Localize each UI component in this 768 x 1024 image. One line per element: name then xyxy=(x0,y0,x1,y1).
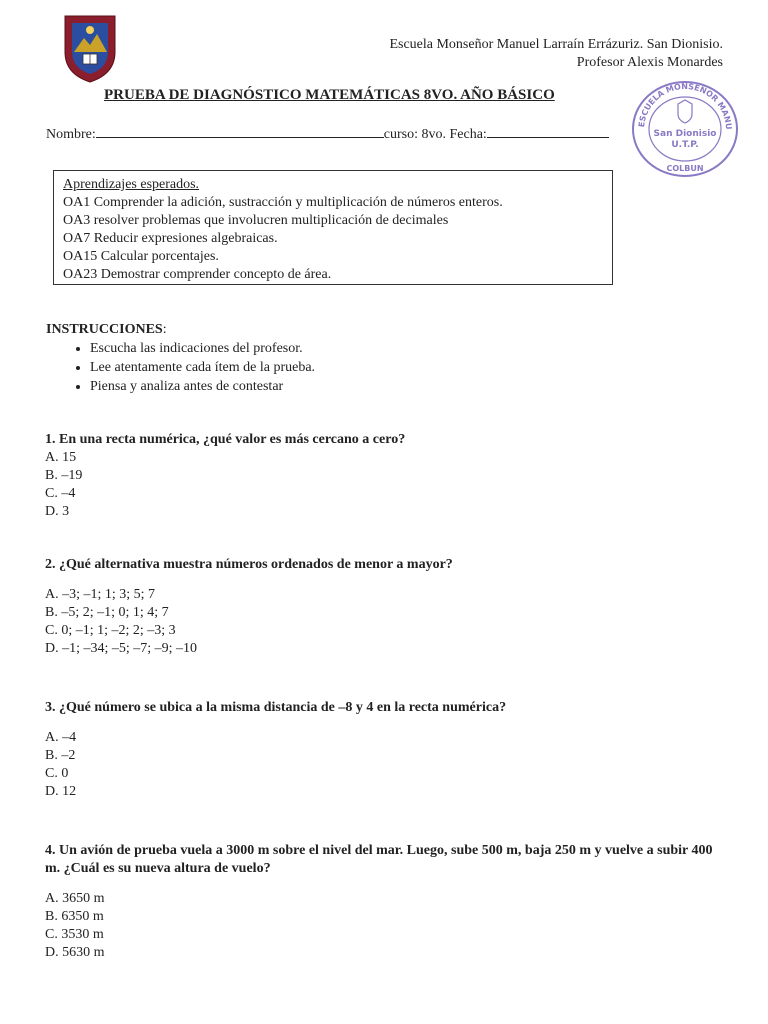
answer-option[interactable]: C. 0; –1; 1; –2; 2; –3; 3 xyxy=(45,623,176,638)
question-text: 4. Un avión de prueba vuela a 3000 m sobre el nivel del mar. Luego, sube 500 m, baja 250 m y vuelve a subir 400 m. ¿Cuál es su nueva altura de vuelo? xyxy=(45,843,713,876)
answer-option[interactable]: A. –3; –1; 1; 3; 5; 7 xyxy=(45,587,156,602)
answer-option[interactable]: D. 5630 m xyxy=(45,945,105,960)
stamp-bottom-text: COLBUN xyxy=(666,164,704,173)
objective-item: OA1 Comprender la adición, sustracción y multiplicación de números enteros. xyxy=(63,195,503,210)
objective-item: OA23 Demostrar comprender concepto de área. xyxy=(63,267,332,282)
objectives-box xyxy=(53,170,613,285)
question-text: 1. En una recta numérica, ¿qué valor es más cercano a cero? xyxy=(45,432,406,447)
date-field[interactable] xyxy=(487,125,609,138)
answer-option[interactable]: A. 3650 m xyxy=(45,891,105,906)
answer-option[interactable]: A. –4 xyxy=(45,730,77,745)
answer-option[interactable]: B. –5; 2; –1; 0; 1; 4; 7 xyxy=(45,605,169,620)
objectives-heading: Aprendizajes esperados. xyxy=(63,177,200,192)
question-text: 2. ¿Qué alternativa muestra números ordenados de menor a mayor? xyxy=(45,557,453,572)
instruction-item: • Piensa y analiza antes de contestar xyxy=(90,377,315,396)
objective-item: OA3 resolver problemas que involucren multiplicación de decimales xyxy=(63,213,449,228)
school-crest-icon xyxy=(60,12,120,84)
question-2 xyxy=(45,556,715,658)
instructions-list xyxy=(46,339,315,396)
instructions-section xyxy=(46,320,315,396)
instruction-item: • Escucha las indicaciones del profesor. xyxy=(90,339,315,358)
answer-option[interactable]: B. –2 xyxy=(45,748,76,763)
answer-option[interactable]: C. –4 xyxy=(45,486,76,501)
instruction-item: • Lee atentamente cada ítem de la prueba. xyxy=(90,358,315,377)
school-header xyxy=(389,36,723,72)
answer-option[interactable]: D. 3 xyxy=(45,504,70,519)
svg-text:ESCUELA MONSEÑOR MANUEL LARRAI xyxy=(630,78,733,130)
stamp-center-line1: San Dionisio xyxy=(653,129,717,139)
answer-option[interactable]: C. 0 xyxy=(45,766,69,781)
answer-option[interactable]: D. –1; –34; –5; –7; –9; –10 xyxy=(45,641,198,656)
instructions-label: INSTRUCCIONES xyxy=(46,322,163,337)
answer-option[interactable]: B. –19 xyxy=(45,468,83,483)
question-options xyxy=(45,449,715,521)
course-date-label: curso: 8vo. Fecha: xyxy=(383,127,487,142)
stamp-center-line2: U.T.P. xyxy=(671,140,699,150)
answer-option[interactable]: B. 6350 m xyxy=(45,909,104,924)
question-options xyxy=(45,890,715,962)
answer-option[interactable]: A. 15 xyxy=(45,450,77,465)
question-text: 3. ¿Qué número se ubica a la misma distancia de –8 y 4 en la recta numérica? xyxy=(45,700,507,715)
school-stamp-icon xyxy=(630,78,740,178)
question-3 xyxy=(45,699,715,801)
question-4 xyxy=(45,842,715,962)
name-label: Nombre: xyxy=(46,127,96,142)
objective-item: OA15 Calcular porcentajes. xyxy=(63,249,219,264)
instructions-colon: : xyxy=(162,322,167,337)
school-name-line: Escuela Monseñor Manuel Larraín Errázuriz. San Dionisio. xyxy=(389,37,723,52)
objective-item: OA7 Reducir expresiones algebraicas. xyxy=(63,231,278,246)
answer-option[interactable]: C. 3530 m xyxy=(45,927,104,942)
question-1 xyxy=(45,431,715,521)
name-field[interactable] xyxy=(96,125,384,138)
answer-option[interactable]: D. 12 xyxy=(45,784,77,799)
page-title: PRUEBA DE DIAGNÓSTICO MATEMÁTICAS 8VO. AÑO BÁSICO xyxy=(104,87,555,103)
teacher-name-line: Profesor Alexis Monardes xyxy=(576,55,723,70)
question-options xyxy=(45,586,715,658)
student-info-line xyxy=(46,125,609,143)
stamp-ring-text: ESCUELA MONSEÑOR MANU xyxy=(637,81,734,130)
question-options xyxy=(45,729,715,801)
